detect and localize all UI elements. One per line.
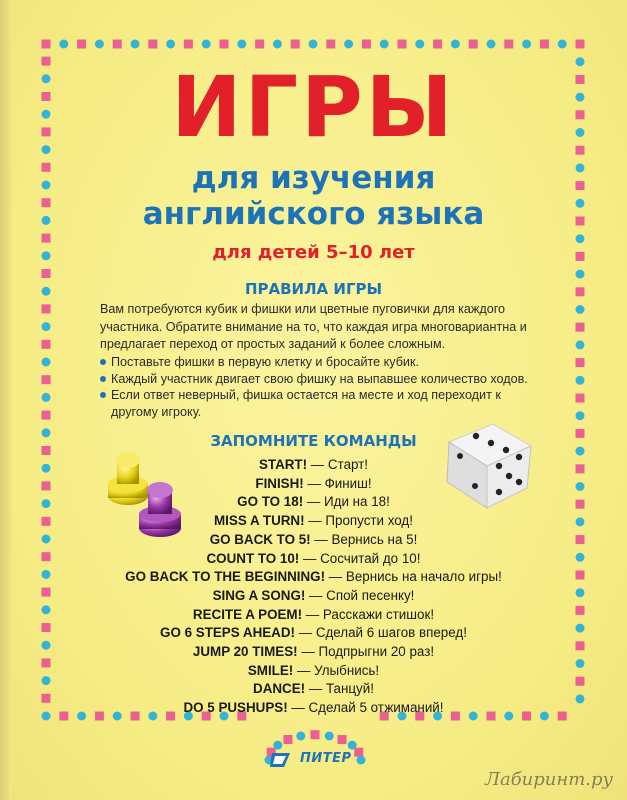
border-dot [42, 358, 51, 367]
border-dot [42, 393, 51, 402]
border-square [220, 40, 229, 49]
border-square [326, 40, 335, 49]
border-square [576, 464, 585, 473]
border-square [42, 517, 51, 526]
border-dot [344, 40, 353, 49]
bullet-dot-icon [100, 392, 106, 398]
border-dot [202, 40, 211, 49]
command-line: RECITE A POEM! — Расскажи стишок! [192, 606, 435, 622]
age-range: для детей 5–10 лет [212, 242, 415, 263]
border-dot [42, 570, 51, 579]
command-line: GO 6 STEPS AHEAD! — Сделай 6 шагов вперед! [160, 625, 467, 641]
command-line: DANCE! — Танцуй! [253, 681, 374, 697]
command-ru: Финиш! [324, 475, 372, 491]
watermark: Лабиринт.ру [484, 769, 613, 790]
border-dot [42, 605, 51, 614]
command-en: GO BACK TO THE BEGINNING! [125, 569, 326, 585]
border-dot [576, 517, 585, 526]
command-ru: Расскажи стишок! [322, 606, 435, 622]
border-dot [42, 464, 51, 473]
border-square [576, 641, 585, 650]
command-ru: Сделай 5 отжиманий! [308, 700, 444, 716]
border-square [42, 623, 51, 632]
border-dot [42, 499, 51, 508]
border-dot [576, 305, 585, 314]
command-line: GO TO 18! — Иди на 18! [237, 494, 390, 510]
command-en: SING A SONG! [212, 587, 306, 603]
border-square [148, 40, 157, 49]
command-line: JUMP 20 TIMES! — Подпрыгни 20 раз! [192, 644, 435, 660]
command-ru: Вернись на 5! [331, 531, 418, 547]
command-line: SING A SONG! — Спой песенку! [212, 587, 415, 603]
border-square [398, 40, 407, 49]
command-en: RECITE A POEM! [192, 606, 303, 622]
border-dot [487, 40, 496, 49]
border-dot [325, 731, 334, 740]
border-square [504, 40, 513, 49]
bullet-dot-icon [100, 376, 106, 382]
command-en: GO TO 18! [237, 494, 304, 510]
border-square [576, 394, 585, 403]
border-dot [522, 40, 531, 49]
border-square [42, 588, 51, 597]
border-square [576, 500, 585, 509]
border-square [433, 40, 442, 49]
border-dot [451, 40, 460, 49]
border-square [42, 40, 51, 49]
border-square [576, 40, 585, 49]
border-dot [576, 270, 585, 279]
border-dot [273, 40, 282, 49]
command-line: FINISH! — Финиш! [255, 475, 372, 491]
rules-item-text: Поставьте фишки в первую клетку и бросайте кубик. [111, 355, 419, 369]
command-line: MISS A TURN! — Пропусти ход! [214, 513, 413, 529]
command-ru: Вернись на начало игры! [345, 569, 502, 585]
border-dot [42, 641, 51, 650]
rules-item-text: Если ответ неверный, фишка остается на месте и ход переходит к другому игроку. [111, 388, 501, 419]
rules-list [100, 354, 550, 420]
publisher-name: ПИТЕР [300, 751, 352, 766]
border-dot [576, 588, 585, 597]
page-title: ИГРЫ [171, 58, 456, 156]
rules-intro: Вам потребуются кубик и фишки или цветные пуговички для каждого участника. Обратите внимание на то, что каждая игра многовариантна и предлагает переход от простых заданий к более сложным. [100, 302, 527, 352]
border-dot [42, 535, 51, 544]
rules-item [100, 371, 550, 388]
border-square [576, 606, 585, 615]
border-square [576, 535, 585, 544]
command-ru: Сделай 6 шагов вперед! [315, 625, 467, 641]
command-line: DO 5 PUSHUPS! — Сделай 5 отжиманий! [183, 700, 444, 716]
border-dot [576, 553, 585, 562]
rules-heading: ПРАВИЛА ИГРЫ [244, 280, 383, 298]
command-en: DO 5 PUSHUPS! [183, 700, 288, 716]
command-ru: Иди на 18! [324, 494, 390, 510]
command-line: SMILE! — Улыбнись! [247, 662, 380, 678]
border-dot [576, 694, 585, 703]
command-en: GO 6 STEPS AHEAD! [160, 625, 295, 641]
border-dot [42, 322, 51, 331]
border-square [77, 40, 86, 49]
border-dot [237, 40, 246, 49]
border-dot [42, 676, 51, 685]
command-en: JUMP 20 TIMES! [192, 644, 298, 660]
border-square [42, 552, 51, 561]
command-en: FINISH! [255, 475, 304, 491]
border-dot [166, 40, 175, 49]
border-square [576, 323, 585, 332]
border-square [576, 358, 585, 367]
border-dot [576, 340, 585, 349]
command-ru: Старт! [327, 457, 369, 472]
rules-item [100, 354, 550, 371]
border-square [311, 730, 320, 739]
border-square [291, 40, 300, 49]
command-en: START! [258, 457, 308, 472]
border-dot [309, 40, 318, 49]
border-dot [380, 40, 389, 49]
border-square [42, 375, 51, 384]
command-en: SMILE! [247, 662, 294, 678]
command-ru: Танцуй! [325, 681, 374, 697]
border-square [42, 269, 51, 278]
border-square [42, 658, 51, 667]
command-line: GO BACK TO THE BEGINNING! — Вернись на начало игры! [125, 569, 502, 585]
border-square [338, 735, 347, 744]
border-square [255, 40, 264, 49]
border-dot [576, 376, 585, 385]
border-dot [576, 624, 585, 633]
border-square [469, 40, 478, 49]
border-square [42, 304, 51, 313]
command-ru: Подпрыгни 20 раз! [318, 644, 435, 660]
command-ru: Сосчитай до 10! [320, 550, 421, 566]
border-dot [415, 40, 424, 49]
commands-heading: ЗАПОМНИТЕ КОМАНДЫ [210, 432, 417, 450]
border-square [42, 411, 51, 420]
rules-item-text: Каждый участник двигает свою фишку на выпавшее количество ходов. [111, 371, 528, 386]
command-line: GO BACK TO 5! — Вернись на 5! [209, 531, 418, 547]
border-dot [576, 482, 585, 491]
command-ru: Улыбнись! [314, 662, 380, 678]
border-dot [558, 40, 567, 49]
border-dot [576, 411, 585, 420]
command-en: DANCE! [253, 681, 306, 697]
border-dot [576, 659, 585, 668]
border-square [576, 571, 585, 580]
subtitle-line-2: английского языка [142, 196, 485, 232]
command-en: COUNT TO 10! [206, 550, 300, 566]
border-square [362, 40, 371, 49]
border-square [576, 677, 585, 686]
border-square [42, 694, 51, 703]
commands-list [60, 456, 567, 718]
command-line: COUNT TO 10! — Сосчитай до 10! [206, 550, 421, 566]
command-line: START! — Старт! [258, 457, 369, 472]
border-dot [131, 40, 140, 49]
border-dot [95, 40, 104, 49]
command-ru: Спой песенку! [326, 587, 415, 603]
border-square [184, 40, 193, 49]
command-en: MISS A TURN! [214, 513, 305, 529]
border-dot [296, 731, 305, 740]
command-ru: Пропусти ход! [325, 513, 413, 529]
border-dot [42, 712, 51, 721]
border-square [42, 340, 51, 349]
border-dot [59, 40, 68, 49]
bullet-dot-icon [100, 359, 106, 365]
border-square [283, 735, 292, 744]
border-square [113, 40, 122, 49]
command-en: GO BACK TO 5! [209, 531, 311, 547]
subtitle-line-1: для изучения [191, 160, 436, 196]
border-square [540, 40, 549, 49]
border-square [42, 481, 51, 490]
